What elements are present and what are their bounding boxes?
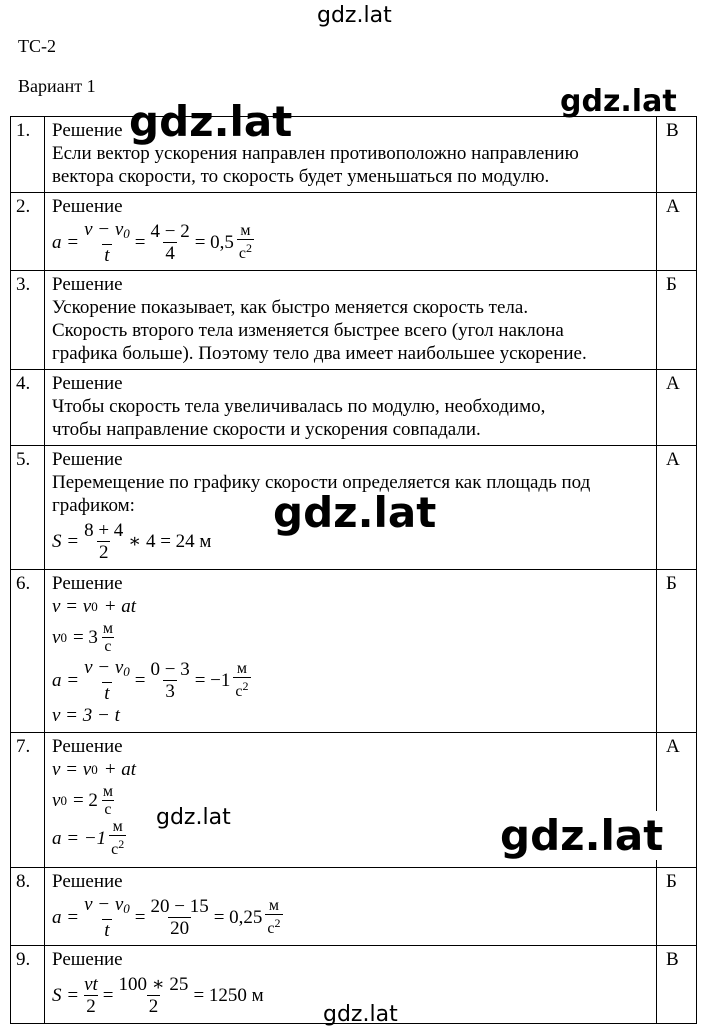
answer-letter: Б bbox=[657, 570, 697, 733]
table-row bbox=[11, 570, 697, 733]
formula-distance: S = $\frac{vt}{2}$ = $\frac{100 ∗ 25}{2}$ = 1250 м bbox=[52, 973, 264, 1017]
formula-part: + at bbox=[103, 596, 137, 617]
row-number: 4. bbox=[11, 370, 45, 446]
solution-heading: Решение bbox=[52, 949, 123, 970]
subscript: 0 bbox=[60, 792, 67, 808]
solution-text: Ускорение показывает, как быстро меняется скорость тела. bbox=[52, 297, 529, 318]
solution-heading: Решение bbox=[52, 736, 123, 757]
row-number: 2. bbox=[11, 193, 45, 271]
solution-text: графиком: bbox=[52, 495, 135, 516]
numerator: vt bbox=[84, 973, 98, 995]
solution-cell bbox=[45, 193, 657, 271]
answers-table bbox=[10, 116, 697, 1024]
exponent: 2 bbox=[246, 241, 253, 255]
solution-heading: Решение bbox=[52, 373, 123, 394]
test-code: ТС-2 bbox=[18, 36, 56, 56]
row-number: 6. bbox=[11, 570, 45, 733]
watermark: gdz.lat bbox=[317, 3, 392, 28]
subscript: 0 bbox=[123, 225, 130, 241]
answer-letter: А bbox=[657, 733, 697, 868]
formula-part: v bbox=[52, 626, 61, 648]
unit-denominator: с bbox=[104, 800, 112, 818]
solution-cell bbox=[45, 868, 657, 946]
answer-letter: А bbox=[657, 370, 697, 446]
numerator: 20 − 15 bbox=[150, 895, 209, 917]
formula-part: + at bbox=[103, 759, 137, 780]
answer-letter: В bbox=[657, 117, 697, 193]
table-row bbox=[11, 193, 697, 271]
denominator: 2 bbox=[98, 541, 109, 563]
unit-numerator: м bbox=[112, 818, 123, 835]
solution-text: Чтобы скорость тела увеличивалась по модулю, необходимо, bbox=[52, 396, 546, 417]
row-number: 9. bbox=[11, 946, 45, 1024]
formula-lhs: a = bbox=[52, 669, 80, 691]
denominator: 2 bbox=[86, 995, 96, 1017]
watermark: gdz.lat bbox=[500, 811, 664, 860]
formula-lhs: S = bbox=[52, 530, 80, 552]
unit-denominator: с bbox=[267, 920, 275, 937]
subscript: 0 bbox=[123, 900, 130, 916]
numerator: v − v bbox=[84, 656, 124, 678]
exponent: 2 bbox=[118, 837, 125, 851]
solution-heading: Решение bbox=[52, 274, 123, 295]
numerator: 8 + 4 bbox=[84, 519, 124, 541]
numerator: 0 − 3 bbox=[150, 658, 190, 680]
formula-part: v bbox=[52, 789, 61, 811]
unit-denominator: с bbox=[235, 683, 243, 700]
row-number: 8. bbox=[11, 868, 45, 946]
solution-heading: Решение bbox=[52, 196, 123, 217]
unit-numerator: м bbox=[236, 660, 247, 677]
formula-lhs: S = bbox=[52, 984, 80, 1006]
table-row bbox=[11, 271, 697, 370]
solution-text: Скорость второго тела изменяется быстрее всего (угол наклона bbox=[52, 320, 564, 341]
numerator: 100 ∗ 25 bbox=[118, 973, 189, 995]
formula-acceleration: a = $\frac{v - v_0}{t}$ = $\frac{4 - 2}{4}$ = 0,5 $\frac{м}{с^2}$ bbox=[52, 218, 253, 266]
formula-lhs: a = bbox=[52, 906, 80, 928]
row-number: 7. bbox=[11, 733, 45, 868]
formula-lhs: a = bbox=[52, 231, 80, 253]
formula-result: = 1250 м bbox=[193, 984, 264, 1006]
subscript: 0 bbox=[91, 762, 98, 777]
unit-denominator: с bbox=[104, 637, 112, 655]
answer-letter: Б bbox=[657, 271, 697, 370]
unit-denominator: с bbox=[111, 841, 119, 858]
formula-part: v = v bbox=[52, 596, 92, 617]
table-row bbox=[11, 370, 697, 446]
formula-line bbox=[52, 704, 652, 727]
numerator: v − v bbox=[84, 893, 124, 915]
formula-acceleration: a = $\frac{v - v_0}{t}$ = $\frac{20 - 15}{20}$ = 0,25 $\frac{м}{с^2}$ bbox=[52, 893, 281, 941]
solution-text: Перемещение по графику скорости определяется как площадь под bbox=[52, 472, 591, 493]
variant-label: Вариант 1 bbox=[18, 76, 96, 96]
formula-part: a = −1 bbox=[52, 827, 107, 849]
denominator: t bbox=[104, 244, 110, 266]
solution-cell bbox=[45, 271, 657, 370]
table-row bbox=[11, 117, 697, 193]
row-number: 1. bbox=[11, 117, 45, 193]
denominator: 2 bbox=[148, 995, 159, 1017]
denominator: 20 bbox=[170, 917, 190, 939]
formula-result: = 0,5 bbox=[194, 231, 234, 253]
formula-part: v = 3 − t bbox=[52, 705, 120, 726]
exponent: 2 bbox=[274, 916, 281, 930]
watermark: gdz.lat bbox=[323, 1002, 398, 1027]
unit-numerator: м bbox=[268, 897, 280, 914]
solution-text: чтобы направление скорости и ускорения совпадали. bbox=[52, 419, 481, 440]
solution-text: вектора скорости, то скорость будет уменьшаться по модулю. bbox=[52, 166, 550, 187]
unit-denominator: с bbox=[238, 245, 247, 262]
denominator: t bbox=[104, 682, 110, 704]
watermark: gdz.lat bbox=[273, 488, 437, 537]
watermark: gdz.lat bbox=[560, 84, 677, 119]
solution-heading: Решение bbox=[52, 573, 123, 594]
subscript: 0 bbox=[123, 663, 130, 679]
denominator: 4 bbox=[165, 242, 175, 264]
watermark: gdz.lat bbox=[156, 805, 231, 830]
numerator: 4 − 2 bbox=[150, 220, 190, 242]
unit-numerator: м bbox=[102, 782, 114, 800]
row-number: 3. bbox=[11, 271, 45, 370]
formula-part: v = v bbox=[52, 759, 92, 780]
answer-letter: В bbox=[657, 946, 697, 1024]
solution-heading: Решение bbox=[52, 449, 123, 470]
solution-heading: Решение bbox=[52, 120, 123, 141]
formula-result: = −1 bbox=[194, 669, 231, 691]
table-row bbox=[11, 868, 697, 946]
unit-numerator: м bbox=[240, 222, 251, 239]
formula-line bbox=[52, 758, 652, 781]
solution-cell bbox=[45, 370, 657, 446]
denominator: 3 bbox=[165, 680, 175, 702]
numerator: v − v bbox=[84, 218, 124, 240]
answer-letter: Б bbox=[657, 868, 697, 946]
solution-cell bbox=[45, 570, 657, 733]
watermark: gdz.lat bbox=[129, 97, 293, 146]
unit-numerator: м bbox=[102, 619, 114, 637]
formula-part: = 3 bbox=[72, 626, 98, 648]
formula-part: = 2 bbox=[72, 789, 98, 811]
solution-text: графика больше). Поэтому тело два имеет наибольшее ускорение. bbox=[52, 343, 587, 364]
solution-text: Если вектор ускорения направлен противоположно направлению bbox=[52, 143, 579, 164]
subscript: 0 bbox=[60, 629, 67, 645]
solution-heading: Решение bbox=[52, 871, 123, 892]
formula-line bbox=[52, 618, 652, 656]
formula-line bbox=[52, 595, 652, 618]
row-number: 5. bbox=[11, 446, 45, 570]
subscript: 0 bbox=[91, 599, 98, 614]
denominator: t bbox=[104, 919, 110, 941]
formula-result: = 0,25 bbox=[213, 906, 263, 928]
answer-letter: А bbox=[657, 193, 697, 271]
formula-result: ∗ 4 = 24 м bbox=[128, 530, 212, 552]
formula-line: a = $\frac{v - v_0}{t}$ = $\frac{0 - 3}{3}$ = −1 $\frac{м}{с^2}$ bbox=[52, 656, 249, 704]
answer-letter: А bbox=[657, 446, 697, 570]
exponent: 2 bbox=[242, 679, 249, 693]
